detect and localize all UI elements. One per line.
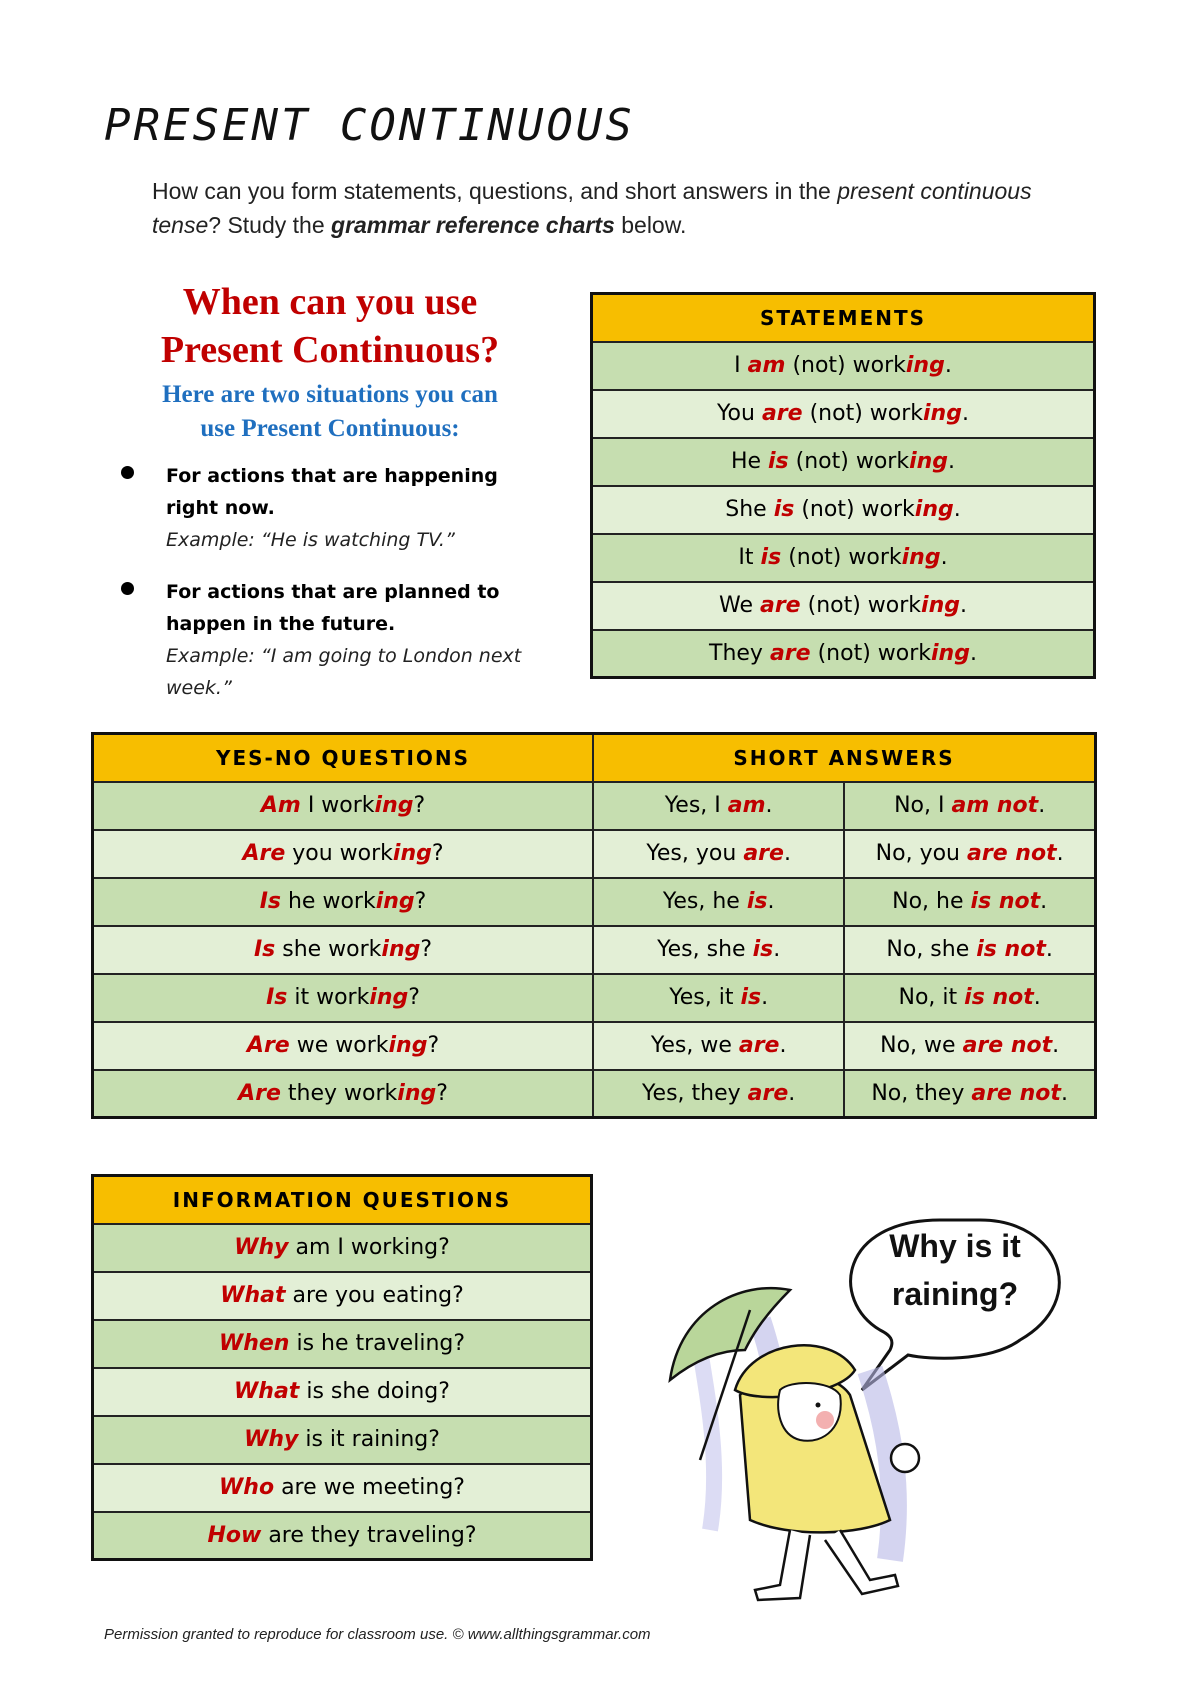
statement-verb: am: [747, 353, 786, 378]
yes-no-row: [93, 878, 1096, 926]
statement-end: .: [940, 545, 948, 570]
wh-word: Why: [234, 1235, 289, 1260]
statement-verb: are: [761, 401, 803, 426]
wh-word: When: [218, 1331, 290, 1356]
usage-subheading-line-1: Here are two situations you can: [162, 381, 498, 408]
information-question-rest: is it raining?: [305, 1427, 440, 1452]
usage-bullet: [112, 576, 532, 704]
yes-answer-verb: is: [752, 937, 774, 962]
no-answer-cell: [844, 830, 1095, 878]
information-question-row: [93, 1512, 592, 1560]
question-end: ?: [431, 841, 444, 866]
usage-subheading-line-2: use Present Continuous:: [200, 415, 460, 442]
statement-verb: is: [760, 545, 782, 570]
statements-header: STATEMENTS: [592, 294, 1095, 342]
question-verb: Am: [260, 793, 301, 818]
yes-no-row: [93, 974, 1096, 1022]
information-question-cell: [93, 1272, 592, 1320]
yes-no-row: [93, 1070, 1096, 1118]
statement-subject: We: [718, 593, 753, 618]
information-question-cell: [93, 1224, 592, 1272]
usage-heading-line-1: When can you use: [182, 281, 478, 323]
usage-bullet: [112, 460, 532, 556]
statement-rest: (not) work: [795, 449, 910, 474]
statement-subject: They: [709, 640, 763, 666]
no-answer-cell: [844, 1022, 1095, 1070]
statement-ing: ing: [914, 497, 954, 522]
question-rest: she work: [282, 937, 382, 962]
no-answer-dot: .: [1038, 793, 1046, 818]
question-end: ?: [413, 793, 426, 818]
bullet-text: For actions that are happening right now.: [166, 465, 498, 519]
information-question-row: [93, 1320, 592, 1368]
information-questions-table: [91, 1174, 593, 1561]
question-end: ?: [414, 889, 427, 914]
no-answer-cell: [844, 1070, 1095, 1118]
question-ing: ing: [369, 985, 409, 1010]
question-cell: [93, 830, 594, 878]
information-question-row: [93, 1368, 592, 1416]
information-question-row: [93, 1272, 592, 1320]
wh-word: Why: [244, 1427, 299, 1452]
information-question-rest: is he traveling?: [296, 1331, 466, 1356]
statement-rest: (not) work: [788, 545, 902, 570]
statement-end: .: [960, 593, 967, 618]
bullet-dot-icon: [121, 582, 134, 595]
statement-ing: ing: [909, 449, 949, 474]
statement-verb: is: [773, 497, 795, 522]
no-answer-prefix: No, I: [894, 793, 945, 818]
information-questions-header: INFORMATION QUESTIONS: [93, 1176, 592, 1224]
question-rest: you work: [292, 841, 393, 866]
information-question-cell: [93, 1320, 592, 1368]
question-verb: Are: [238, 1080, 281, 1106]
yes-no-row: [93, 830, 1096, 878]
statement-verb: are: [769, 640, 811, 666]
information-question-rest: is she doing?: [306, 1379, 450, 1404]
question-rest: we work: [296, 1033, 389, 1058]
no-answer-dot: .: [1052, 1033, 1060, 1058]
bullet-example: Example: “I am going to London next week.”: [166, 645, 522, 699]
statement-rest: (not) work: [807, 593, 922, 618]
statement-end: .: [969, 640, 977, 666]
statement-subject: You: [717, 401, 755, 426]
statement-row: [592, 534, 1095, 582]
statement-cell: [592, 390, 1095, 438]
statement-rest: (not) work: [809, 401, 924, 426]
yes-answer-verb: are: [747, 1080, 789, 1106]
no-answer-prefix: No, we: [880, 1033, 956, 1058]
question-verb: Is: [259, 889, 281, 914]
statement-subject: It: [738, 545, 754, 570]
no-answer-prefix: No, she: [886, 937, 970, 962]
short-answers-header: SHORT ANSWERS: [593, 734, 1095, 782]
information-question-row: [93, 1416, 592, 1464]
bullet-example: Example: “He is watching TV.”: [166, 529, 455, 551]
question-end: ?: [408, 985, 420, 1010]
no-answer-dot: .: [1056, 841, 1064, 866]
wh-word: Who: [219, 1475, 275, 1500]
no-answer-prefix: No, you: [875, 841, 960, 866]
yes-answer-verb: are: [738, 1033, 780, 1058]
bullet-dot-icon: [121, 466, 134, 479]
usage-bullet-list: [112, 460, 532, 724]
question-ing: ing: [381, 937, 421, 962]
question-verb: Are: [242, 841, 286, 866]
yes-answer-cell: [593, 974, 844, 1022]
no-answer-prefix: No, it: [898, 985, 958, 1010]
wh-word: What: [220, 1283, 286, 1308]
question-cell: [93, 1070, 594, 1118]
statement-cell: [592, 534, 1095, 582]
question-cell: [93, 1022, 594, 1070]
intro-text-2: present continuous tense: [152, 178, 1032, 238]
yes-answer-dot: .: [783, 841, 791, 866]
wh-word: How: [207, 1522, 262, 1548]
statement-ing: ing: [923, 401, 962, 426]
wh-word: What: [234, 1379, 300, 1404]
statement-subject: She: [725, 497, 767, 522]
yes-answer-cell: [593, 1070, 844, 1118]
yes-answer-verb: are: [743, 841, 784, 866]
no-answer-cell: [844, 782, 1095, 830]
yes-no-questions-table: [91, 732, 1097, 1119]
statement-subject: He: [730, 449, 762, 474]
page-title: PRESENT CONTINUOUS: [104, 100, 635, 151]
no-answer-verb: are not: [962, 1033, 1053, 1058]
speech-bubble-text: [860, 1222, 1050, 1318]
yes-answer-cell: [593, 782, 844, 830]
no-answer-cell: [844, 878, 1095, 926]
yes-answer-cell: [593, 926, 844, 974]
no-answer-verb: is not: [970, 889, 1041, 914]
information-question-cell: [93, 1464, 592, 1512]
question-end: ?: [427, 1033, 440, 1058]
yes-no-row: [93, 926, 1096, 974]
statement-cell: [592, 630, 1095, 678]
information-question-rest: are we meeting?: [281, 1475, 465, 1500]
no-answer-prefix: No, they: [871, 1080, 965, 1106]
statement-cell: [592, 582, 1095, 630]
intro-text-4: grammar reference charts: [331, 212, 615, 238]
intro-paragraph: [152, 174, 1052, 242]
statement-verb: is: [768, 449, 789, 474]
information-question-cell: [93, 1512, 592, 1560]
yes-answer-cell: [593, 878, 844, 926]
statement-row: [592, 630, 1095, 678]
yes-answer-prefix: Yes, they: [642, 1080, 741, 1106]
intro-text-5: below.: [614, 212, 687, 238]
yes-answer-dot: .: [767, 889, 775, 914]
information-question-row: [93, 1464, 592, 1512]
yes-answer-prefix: Yes, we: [650, 1033, 732, 1058]
statement-row: [592, 486, 1095, 534]
question-rest: it work: [294, 985, 370, 1010]
no-answer-dot: .: [1033, 985, 1041, 1010]
intro-text-3: ? Study the: [208, 212, 332, 238]
statement-ing: ing: [905, 353, 945, 378]
yes-answer-verb: is: [746, 889, 768, 914]
statement-rest: (not) work: [792, 353, 906, 378]
no-answer-cell: [844, 926, 1095, 974]
intro-text-1: How can you form statements, questions, and short answers in the: [152, 178, 838, 204]
yes-answer-prefix: Yes, she: [657, 937, 746, 962]
question-verb: Is: [253, 937, 276, 962]
question-cell: [93, 926, 594, 974]
statement-rest: (not) work: [817, 640, 932, 666]
statements-table: [590, 292, 1096, 679]
statement-row: [592, 390, 1095, 438]
no-answer-verb: is not: [976, 937, 1046, 962]
statement-cell: [592, 438, 1095, 486]
no-answer-prefix: No, he: [892, 889, 964, 914]
statement-row: [592, 582, 1095, 630]
question-end: ?: [420, 937, 433, 962]
no-answer-verb: are not: [971, 1080, 1061, 1106]
question-cell: [93, 878, 594, 926]
yes-answer-prefix: Yes, you: [646, 841, 737, 866]
speech-bubble-line-2: raining?: [891, 1276, 1019, 1312]
statement-ing: ing: [921, 593, 960, 618]
information-question-cell: [93, 1416, 592, 1464]
question-ing: ing: [388, 1033, 428, 1058]
yes-answer-cell: [593, 1022, 844, 1070]
no-answer-dot: .: [1040, 889, 1048, 914]
bullet-text: For actions that are planned to happen in the future.: [166, 581, 500, 635]
statement-row: [592, 342, 1095, 390]
statement-cell: [592, 486, 1095, 534]
usage-heading-line-2: Present Continuous?: [160, 329, 500, 371]
no-answer-dot: .: [1045, 937, 1053, 962]
yes-answer-dot: .: [779, 1033, 787, 1058]
yes-no-row: [93, 1022, 1096, 1070]
usage-section: [100, 278, 560, 446]
statement-end: .: [944, 353, 952, 378]
yes-answer-dot: .: [761, 985, 769, 1010]
statement-end: .: [953, 497, 961, 522]
question-rest: I work: [307, 793, 375, 818]
question-ing: ing: [375, 889, 415, 914]
no-answer-verb: am not: [951, 793, 1039, 818]
question-rest: he work: [287, 889, 376, 914]
question-ing: ing: [397, 1080, 437, 1106]
yes-answer-verb: am: [727, 793, 766, 818]
question-verb: Are: [246, 1033, 290, 1058]
statement-ing: ing: [901, 545, 941, 570]
yes-answer-dot: .: [788, 1080, 796, 1106]
question-ing: ing: [374, 793, 414, 818]
speech-bubble-line-1: Why is it: [889, 1228, 1021, 1264]
statement-verb: are: [759, 593, 801, 618]
yes-answer-dot: .: [773, 937, 781, 962]
statement-subject: I: [734, 353, 741, 378]
yes-answer-prefix: Yes, I: [664, 793, 721, 818]
statement-cell: [592, 342, 1095, 390]
no-answer-verb: is not: [964, 985, 1034, 1010]
yes-answer-cell: [593, 830, 844, 878]
statement-rest: (not) work: [801, 497, 915, 522]
information-question-cell: [93, 1368, 592, 1416]
statement-end: .: [948, 449, 956, 474]
yes-answer-prefix: Yes, he: [662, 889, 740, 914]
information-question-rest: are you eating?: [292, 1283, 464, 1308]
yes-no-questions-header: YES-NO QUESTIONS: [93, 734, 594, 782]
question-rest: they work: [287, 1080, 398, 1106]
statement-end: .: [961, 401, 969, 426]
information-question-rest: am I working?: [295, 1235, 450, 1260]
no-answer-cell: [844, 974, 1095, 1022]
no-answer-dot: .: [1060, 1080, 1068, 1106]
statement-row: [592, 438, 1095, 486]
information-question-rest: are they traveling?: [268, 1522, 477, 1548]
yes-answer-verb: is: [740, 985, 762, 1010]
yes-answer-prefix: Yes, it: [669, 985, 734, 1010]
yes-no-row: [93, 782, 1096, 830]
footer-permission: Permission granted to reproduce for classroom use. © www.allthingsgrammar.com: [104, 1626, 651, 1643]
information-question-row: [93, 1224, 592, 1272]
question-ing: ing: [392, 841, 432, 866]
yes-answer-dot: .: [765, 793, 773, 818]
statement-ing: ing: [931, 640, 970, 666]
question-end: ?: [436, 1080, 448, 1106]
question-cell: [93, 782, 594, 830]
question-cell: [93, 974, 594, 1022]
no-answer-verb: are not: [967, 841, 1057, 866]
question-verb: Is: [266, 985, 288, 1010]
